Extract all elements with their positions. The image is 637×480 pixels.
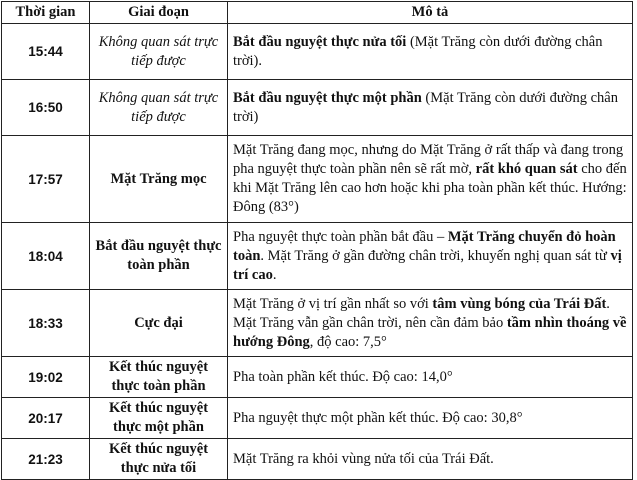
time-cell: 19:02 (2, 357, 90, 398)
description-cell (228, 290, 633, 357)
description-bold: rất khó quan sát (475, 161, 578, 177)
description-bold: tầm nhìn thoáng về hướng Đông (233, 314, 627, 350)
header-time: Thời gian (2, 2, 90, 24)
description-cell (228, 80, 633, 136)
phase-cell: Không quan sát trực tiếp được (90, 80, 228, 136)
table-row (2, 223, 633, 290)
phase-cell: Mặt Trăng mọc (90, 136, 228, 223)
eclipse-timeline-table (1, 1, 633, 480)
description-cell: Pha nguyệt thực một phần kết thúc. Độ cao: 30,8° (228, 398, 633, 439)
time-cell: 21:23 (2, 439, 90, 480)
description-bold: tâm vùng bóng của Trái Đất (432, 295, 607, 312)
time-cell: 20:17 (2, 398, 90, 439)
table-row (2, 439, 633, 480)
description-text: Pha nguyệt thực toàn phần bắt đầu – (233, 228, 448, 245)
description-text: . Mặt Trăng ở gần đường chân trời, khuyến nghị quan sát từ (260, 247, 611, 264)
time-cell: 15:44 (2, 24, 90, 80)
description-cell (228, 136, 633, 223)
header-phase: Giai đoạn (90, 2, 228, 24)
description-bold: Bắt đầu nguyệt thực nửa tối (233, 33, 407, 50)
table-row (2, 290, 633, 357)
description-cell (228, 223, 633, 290)
time-cell: 17:57 (2, 136, 90, 223)
description-text: cho đến khi Mặt Trăng lên cao hơn hoặc khi pha toàn phần kết thúc. Hướng: Đông (83°) (233, 161, 627, 215)
description-text: Mặt Trăng đang mọc, nhưng do Mặt Trăng ở rất thấp và đang trong pha nguyệt thực toàn phần nên sẽ rất mờ, (233, 142, 624, 177)
description-text: (Mặt Trăng còn dưới đường chân trời). (233, 33, 603, 69)
header-desc: Mô tả (228, 2, 633, 24)
time-cell: 18:04 (2, 223, 90, 290)
table-row (2, 357, 633, 398)
description-cell: Mặt Trăng ra khỏi vùng nửa tối của Trái Đất. (228, 439, 633, 480)
phase-cell: Kết thúc nguyệt thực một phần (90, 398, 228, 439)
description-text: Mặt Trăng ở vị trí gần nhất so với (233, 295, 433, 312)
table-row (2, 24, 633, 80)
description-text: , độ cao: 7,5° (309, 333, 387, 350)
description-bold: vị trí cao (233, 247, 622, 283)
description-cell: Pha toàn phần kết thúc. Độ cao: 14,0° (228, 357, 633, 398)
phase-cell: Kết thúc nguyệt thực nửa tối (90, 439, 228, 480)
table-row (2, 398, 633, 439)
phase-cell: Kết thúc nguyệt thực toàn phần (90, 357, 228, 398)
description-text: . (272, 266, 277, 283)
table-row (2, 80, 633, 136)
description-bold: Mặt Trăng chuyển đỏ hoàn toàn (233, 228, 616, 264)
description-text: . Mặt Trăng vẫn gần chân trời, nên cần đảm bảo (233, 295, 610, 331)
description-cell (228, 24, 633, 80)
description-bold: Bắt đầu nguyệt thực một phần (233, 89, 422, 106)
table-header-row (2, 2, 633, 24)
phase-cell: Bắt đầu nguyệt thực toàn phần (90, 223, 228, 290)
time-cell: 16:50 (2, 80, 90, 136)
phase-cell: Cực đại (90, 290, 228, 357)
time-cell: 18:33 (2, 290, 90, 357)
table-row (2, 136, 633, 223)
description-text: (Mặt Trăng còn dưới đường chân trời) (233, 89, 618, 125)
phase-cell: Không quan sát trực tiếp được (90, 24, 228, 80)
